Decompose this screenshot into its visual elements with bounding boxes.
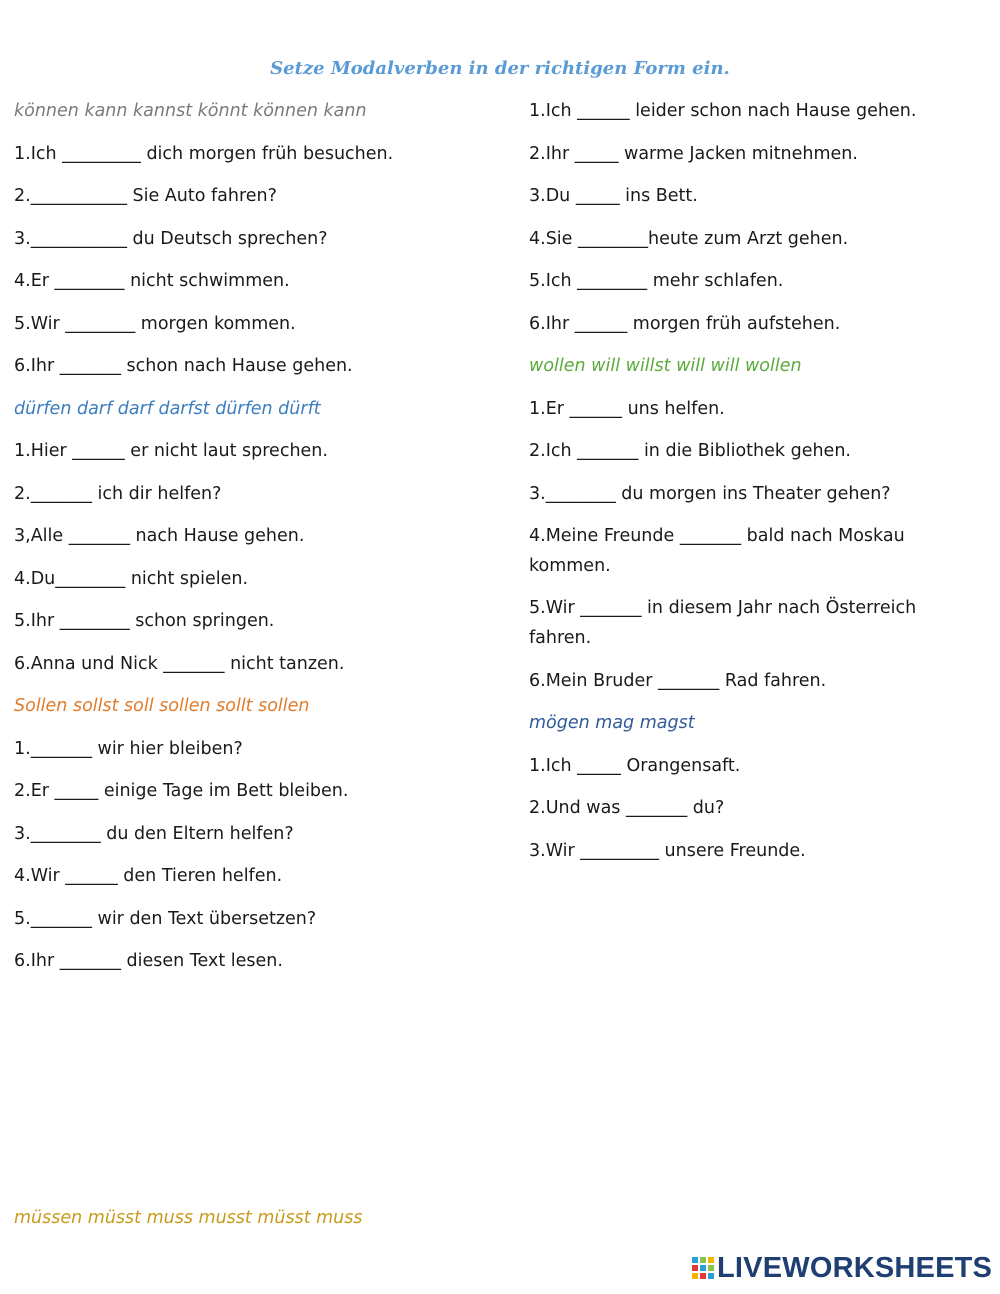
logo-text: LIVEWORKSHEETS: [717, 1251, 993, 1284]
exercise-line[interactable]: 1.Ich ______ leider schon nach Hause gehen.: [529, 101, 917, 121]
exercise-line[interactable]: 2.___________ Sie Auto fahren?: [14, 186, 277, 206]
section-header-koennen: können kann kannst könnt können kann: [14, 101, 367, 121]
exercise-line[interactable]: 5.Ihr ________ schon springen.: [14, 611, 275, 631]
exercise-line[interactable]: 6.Ihr ______ morgen früh aufstehen.: [529, 314, 841, 334]
section-header-wollen: wollen will willst will will wollen: [529, 356, 802, 376]
exercise-line[interactable]: 5.Wir ________ morgen kommen.: [14, 314, 296, 334]
section-header-moegen: mögen mag magst: [529, 713, 695, 733]
exercise-line[interactable]: 5.Wir _______ in diesem Jahr nach Österreich fahren.: [529, 598, 917, 648]
liveworksheets-logo-icon: [692, 1257, 714, 1279]
section-header-muessen: müssen müsst muss musst müsst muss: [14, 1208, 363, 1228]
exercise-line[interactable]: 6.Ihr _______ diesen Text lesen.: [14, 951, 283, 971]
exercise-line[interactable]: 2.Er _____ einige Tage im Bett bleiben.: [14, 781, 349, 801]
exercise-line[interactable]: 3.________ du den Eltern helfen?: [14, 824, 294, 844]
exercise-line[interactable]: 4.Er ________ nicht schwimmen.: [14, 271, 290, 291]
exercise-line[interactable]: 2.Ich _______ in die Bibliothek gehen.: [529, 441, 851, 461]
exercise-line[interactable]: 1.Hier ______ er nicht laut sprechen.: [14, 441, 328, 461]
exercise-line[interactable]: 3.________ du morgen ins Theater gehen?: [529, 484, 891, 504]
exercise-line[interactable]: 5._______ wir den Text übersetzen?: [14, 909, 317, 929]
exercise-line[interactable]: 1.Er ______ uns helfen.: [529, 399, 725, 419]
exercise-line[interactable]: 2.Und was _______ du?: [529, 798, 725, 818]
exercise-line[interactable]: 4.Wir ______ den Tieren helfen.: [14, 866, 283, 886]
exercise-line[interactable]: 1.Ich _________ dich morgen früh besuchen.: [14, 144, 394, 164]
exercise-line[interactable]: 3.Wir _________ unsere Freunde.: [529, 841, 806, 861]
exercise-line[interactable]: 4.Meine Freunde _______ bald nach Moskau kommen.: [529, 526, 905, 576]
exercise-line[interactable]: 1._______ wir hier bleiben?: [14, 739, 243, 759]
exercise-line[interactable]: 6.Ihr _______ schon nach Hause gehen.: [14, 356, 353, 376]
exercise-line[interactable]: 6.Mein Bruder _______ Rad fahren.: [529, 671, 827, 691]
exercise-line[interactable]: 4.Du________ nicht spielen.: [14, 569, 249, 589]
exercise-line[interactable]: 3.Du _____ ins Bett.: [529, 186, 698, 206]
exercise-line[interactable]: 6.Anna und Nick _______ nicht tanzen.: [14, 654, 345, 674]
exercise-line[interactable]: 3,Alle _______ nach Hause gehen.: [14, 526, 305, 546]
exercise-line[interactable]: 2._______ ich dir helfen?: [14, 484, 222, 504]
exercise-line[interactable]: 2.Ihr _____ warme Jacken mitnehmen.: [529, 144, 858, 164]
section-header-sollen: Sollen sollst soll sollen sollt sollen: [14, 696, 310, 716]
exercise-line[interactable]: 4.Sie ________heute zum Arzt gehen.: [529, 229, 849, 249]
exercise-line[interactable]: 5.Ich ________ mehr schlafen.: [529, 271, 784, 291]
worksheet-title: Setze Modalverben in der richtigen Form ein.: [270, 58, 730, 79]
exercise-line[interactable]: 3.___________ du Deutsch sprechen?: [14, 229, 328, 249]
liveworksheets-logo: [692, 1251, 992, 1285]
section-header-duerfen: dürfen darf darf darfst dürfen dürft: [14, 399, 321, 419]
exercise-line[interactable]: 1.Ich _____ Orangensaft.: [529, 756, 741, 776]
